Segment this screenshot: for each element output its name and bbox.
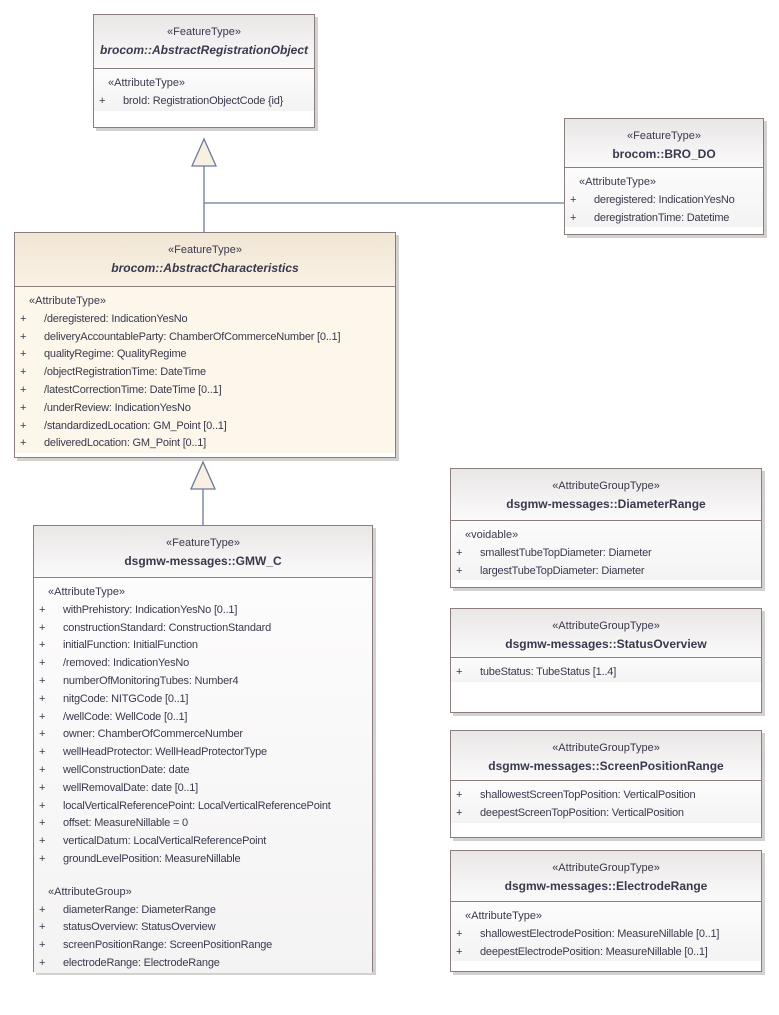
visibility-symbol: +: [39, 781, 46, 794]
attribute-row: [34, 955, 372, 973]
attribute-row: [34, 833, 372, 851]
attribute-row: [451, 545, 761, 563]
class-header: [451, 609, 761, 658]
visibility-symbol: +: [456, 666, 463, 678]
class-box-screen-position-range[interactable]: [450, 730, 762, 838]
class-name: brocom::AbstractCharacteristics: [111, 261, 299, 275]
attribute-row: [451, 944, 761, 962]
visibility-symbol: +: [39, 746, 46, 759]
attribute-text: shallowestElectrodePosition: MeasureNillable [0..1]: [480, 927, 720, 940]
class-attributes: [451, 781, 761, 823]
class-header: [451, 851, 761, 902]
generalization-arrow-gmwc-to-characteristics: [191, 462, 215, 525]
visibility-symbol: +: [39, 939, 46, 952]
attribute-text: verticalDatum: LocalVerticalReferencePoint: [63, 835, 267, 848]
class-attributes: [451, 902, 761, 961]
attribute-text: /deregistered: IndicationYesNo: [44, 312, 188, 325]
attribute-text: deliveredLocation: GM_Point [0..1]: [44, 437, 206, 450]
visibility-symbol: +: [39, 674, 46, 687]
class-box-electrode-range[interactable]: [450, 850, 762, 972]
attribute-text: diameterRange: DiameterRange: [63, 903, 216, 916]
class-stereotype: «FeatureType»: [167, 26, 241, 38]
attribute-text: screenPositionRange: ScreenPositionRange: [63, 939, 273, 952]
attribute-row: [34, 637, 372, 655]
attribute-text: deregistered: IndicationYesNo: [594, 193, 735, 206]
visibility-symbol: +: [456, 789, 463, 801]
class-name: brocom::AbstractRegistrationObject: [99, 43, 309, 57]
visibility-symbol: +: [456, 806, 463, 819]
visibility-symbol: +: [456, 945, 463, 958]
visibility-symbol: +: [456, 564, 463, 577]
attribute-text: electrodeRange: ElectrodeRange: [63, 956, 220, 969]
class-stereotype: «FeatureType»: [627, 130, 701, 142]
attribute-section: [565, 174, 763, 227]
attribute-text: qualityRegime: QualityRegime: [44, 348, 187, 361]
attribute-section: [451, 787, 761, 823]
attribute-text: nitgCode: NITGCode [0..1]: [63, 692, 189, 705]
section-stereotype: «AttributeType»: [108, 77, 186, 89]
class-box-abstract-characteristics[interactable]: [14, 232, 396, 458]
attribute-row: [451, 787, 761, 805]
class-header: [565, 119, 763, 168]
attribute-text: /wellCode: WellCode [0..1]: [63, 710, 188, 723]
attribute-row: [34, 937, 372, 955]
attribute-row: [34, 744, 372, 762]
visibility-symbol: +: [20, 437, 27, 450]
class-attributes: [34, 578, 372, 973]
attribute-row: [34, 709, 372, 727]
visibility-symbol: +: [20, 348, 27, 361]
section-stereotype: «AttributeType»: [465, 910, 543, 922]
class-attributes: [15, 287, 395, 453]
class-name: dsgmw-messages::DiameterRange: [506, 497, 706, 511]
attribute-text: initialFunction: InitialFunction: [63, 639, 198, 652]
attribute-row: [34, 798, 372, 816]
section-stereotype: «AttributeGroup»: [48, 885, 132, 898]
attribute-text: deepestElectrodePosition: MeasureNillable [0..1]: [480, 945, 708, 958]
attribute-text: wellConstructionDate: date: [63, 763, 190, 776]
attribute-row: [15, 364, 395, 382]
attribute-text: smallestTubeTopDiameter: Diameter: [480, 546, 652, 559]
visibility-symbol: +: [456, 546, 463, 559]
visibility-symbol: +: [570, 211, 577, 224]
visibility-symbol: +: [39, 710, 46, 723]
attribute-row: [94, 93, 314, 111]
visibility-symbol: +: [39, 621, 46, 634]
attribute-row: [34, 691, 372, 709]
visibility-symbol: +: [20, 330, 27, 343]
attribute-row: [565, 192, 763, 210]
attribute-text: owner: ChamberOfCommerceNumber: [63, 728, 243, 741]
class-name: dsgmw-messages::ScreenPositionRange: [488, 759, 724, 773]
class-header: [94, 15, 314, 69]
attribute-row: [34, 815, 372, 833]
attribute-text: tubeStatus: TubeStatus [1..4]: [480, 666, 617, 678]
attribute-section: [451, 908, 761, 961]
attribute-text: deregistrationTime: Datetime: [594, 211, 730, 224]
class-stereotype: «AttributeGroupType»: [552, 620, 660, 632]
attribute-row: [34, 655, 372, 673]
visibility-symbol: +: [20, 312, 27, 325]
class-stereotype: «FeatureType»: [168, 244, 242, 256]
attribute-row: [15, 346, 395, 364]
visibility-symbol: +: [39, 639, 46, 652]
section-stereotype: «AttributeType»: [48, 586, 126, 598]
class-name: dsgmw-messages::ElectrodeRange: [504, 879, 708, 893]
attribute-text: withPrehistory: IndicationYesNo [0..1]: [63, 603, 238, 616]
generalization-arrow-characteristics-to-registrationobject: [192, 139, 216, 232]
attribute-text: deliveryAccountableParty: ChamberOfCommerceNumber [0..1]: [44, 330, 341, 343]
attribute-row: [451, 926, 761, 944]
attribute-text: statusOverview: StatusOverview: [63, 921, 216, 934]
visibility-symbol: +: [456, 927, 463, 940]
attribute-row: [565, 210, 763, 228]
attribute-row: [34, 673, 372, 691]
attribute-text: shallowestScreenTopPosition: VerticalPosition: [480, 789, 696, 801]
visibility-symbol: +: [39, 603, 46, 616]
attribute-section: [451, 664, 761, 682]
attribute-text: groundLevelPosition: MeasureNillable: [63, 852, 241, 865]
attribute-text: deepestScreenTopPosition: VerticalPosition: [480, 806, 684, 819]
visibility-symbol: +: [39, 956, 46, 969]
attribute-section: [451, 527, 761, 580]
class-header: [15, 233, 395, 287]
attribute-row: [15, 382, 395, 400]
class-stereotype: «AttributeGroupType»: [552, 742, 660, 754]
attribute-text: /standardizedLocation: GM_Point [0..1]: [44, 419, 227, 432]
attribute-row: [451, 563, 761, 581]
attribute-row: [34, 780, 372, 798]
attribute-section: [15, 293, 395, 453]
attribute-text: broId: RegistrationObjectCode {id}: [123, 94, 284, 107]
visibility-symbol: +: [20, 419, 27, 432]
attribute-row: [34, 620, 372, 638]
attribute-row: [451, 664, 761, 682]
attribute-text: wellRemovalDate: date [0..1]: [63, 781, 199, 794]
class-name: brocom::BRO_DO: [612, 147, 716, 161]
attribute-row: [15, 329, 395, 347]
class-header: [451, 469, 761, 521]
visibility-symbol: +: [39, 692, 46, 705]
visibility-symbol: +: [20, 401, 27, 414]
attribute-text: numberOfMonitoringTubes: Number4: [63, 674, 239, 687]
visibility-symbol: +: [20, 366, 27, 379]
attribute-text: localVerticalReferencePoint: LocalVerticalReferencePoint: [63, 799, 331, 812]
section-stereotype: «AttributeType»: [29, 295, 107, 307]
attribute-row: [15, 311, 395, 329]
class-attributes: [565, 168, 763, 227]
visibility-symbol: +: [99, 94, 106, 107]
visibility-symbol: +: [20, 383, 27, 396]
class-box-status-overview[interactable]: [450, 608, 762, 713]
visibility-symbol: +: [39, 817, 46, 830]
class-attributes: [451, 521, 761, 580]
class-stereotype: «FeatureType»: [166, 537, 240, 549]
class-header: [34, 526, 372, 578]
class-header: [451, 731, 761, 781]
class-box-gmw-c[interactable]: [33, 525, 373, 972]
class-box-abstract-registration-object[interactable]: [93, 14, 315, 128]
attribute-text: /removed: IndicationYesNo: [63, 657, 190, 670]
visibility-symbol: +: [39, 903, 46, 916]
attribute-text: /underReview: IndicationYesNo: [44, 401, 191, 414]
attribute-section: [34, 884, 372, 973]
attribute-row: [34, 762, 372, 780]
class-name: dsgmw-messages::StatusOverview: [505, 637, 707, 651]
attribute-section: [34, 584, 372, 869]
attribute-text: offset: MeasureNillable = 0: [63, 817, 188, 830]
class-attributes: [94, 69, 314, 111]
visibility-symbol: +: [39, 852, 46, 865]
class-name: dsgmw-messages::GMW_C: [124, 554, 282, 568]
attribute-row: [34, 602, 372, 620]
class-box-bro-do[interactable]: [564, 118, 764, 235]
attribute-text: /objectRegistrationTime: DateTime: [44, 366, 206, 379]
visibility-symbol: +: [39, 763, 46, 776]
attribute-section: [94, 75, 314, 111]
class-attributes: [451, 658, 761, 682]
attribute-row: [451, 805, 761, 823]
attribute-row: [34, 919, 372, 937]
attribute-text: constructionStandard: ConstructionStandard: [63, 621, 272, 634]
attribute-text: largestTubeTopDiameter: Diameter: [480, 564, 645, 577]
visibility-symbol: +: [39, 835, 46, 848]
attribute-row: [34, 851, 372, 869]
class-box-diameter-range[interactable]: [450, 468, 762, 588]
visibility-symbol: +: [39, 799, 46, 812]
attribute-row: [15, 400, 395, 418]
visibility-symbol: +: [39, 728, 46, 741]
attribute-text: wellHeadProtector: WellHeadProtectorType: [63, 746, 267, 759]
attribute-row: [34, 902, 372, 920]
attribute-row: [15, 418, 395, 436]
attribute-row: [34, 726, 372, 744]
visibility-symbol: +: [39, 657, 46, 670]
class-stereotype: «AttributeGroupType»: [552, 480, 660, 492]
attribute-text: /latestCorrectionTime: DateTime [0..1]: [44, 383, 222, 396]
visibility-symbol: +: [570, 193, 577, 206]
section-stereotype: «voidable»: [465, 529, 519, 541]
class-stereotype: «AttributeGroupType»: [552, 862, 660, 874]
attribute-row: [15, 435, 395, 453]
visibility-symbol: +: [39, 921, 46, 934]
section-stereotype: «AttributeType»: [579, 176, 657, 188]
